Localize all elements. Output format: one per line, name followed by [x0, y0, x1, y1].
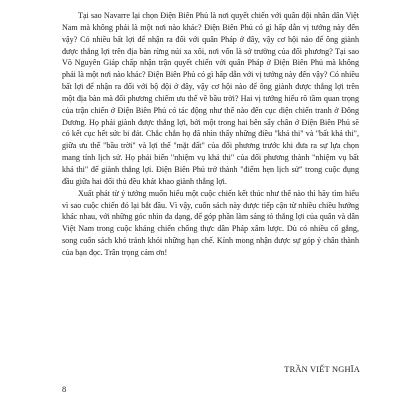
author-signature: TRẦN VIẾT NGHĨA	[284, 365, 360, 374]
page-number: 8	[62, 385, 67, 394]
paragraph-1: Tại sao Navarre lại chọn Điện Biên Phủ là nơi quyết chiến với quân đội nhân dân Việt Nam mà không phải là một nơi nào khác? Điện Biên Phủ có gì hấp dẫn vị tướng này đến vậy? Có nhiều bất lợi để nhận ra đối với quân Pháp ở đây, vậy cơ hội nào để ông giành được thắng lợi trên địa bàn rừng núi xa xôi, nơi vốn là sở trường của đối phương? Tại sao Võ Nguyên Giáp chấp nhận trận quyết chiến với quân Pháp ở Điện Biên Phủ mà không phải là một nơi nào khác? Điện Biên Phủ có gì hấp dẫn với vị tướng này đến vậy? Có nhiều bất lợi để nhận ra đối với bộ đội ở đây, vậy cơ hội nào để ông giành được thắng lợi trên một địa bàn mà đối phương chiếm ưu thế về bầu trời? Hai vị tướng hiểu rõ tầm quan trọng của trận chiến ở Điện Biên Phủ có tác động như thế nào đến cục diện chiến tranh ở Đông Dương. Họ phải giành được thắng lợi, bởi một trong hai bên sẩy chân ở Điện Biên Phủ sẽ có kết cục hết sức bi đát. Chắc chắn họ đã nhìn thấy những điều "khả thi" và "bất khả thi", giữa ưu thế "bầu trời" và lợi thế "mặt đất" của đối phương trước khi đưa ra sự lựa chọn mang tính lịch sử. Họ phải biến "nhiệm vụ khả thi" của đối phương thành "nhiệm vụ bất khả thi" để giành thắng lợi. Điện Biên Phủ trở thành "điểm hẹn lịch sử" trong cuộc đụng đầu giữa hai đối thủ đều khát khao giành thắng lợi.	[62, 11, 359, 186]
paragraph-2: Xuất phát từ ý tưởng muốn hiểu một cuộc chiến kết thúc như thế nào thì hãy tìm hiểu vì sao cuộc chiến đó lại bắt đầu. Vì vậy, cuốn sách này được tiếp cận từ nhiều chiều hướng khác nhau, với những góc nhìn đa dạng, để góp phần làm sáng tỏ thắng lợi của quân và dân Việt Nam trong cuộc kháng chiến chống thực dân Pháp xâm lược. Dù có nhiều cố gắng, song cuốn sách khó tránh khỏi những hạn chế. Kính mong nhận được sự góp ý chân thành của bạn đọc. Trân trọng cảm ơn!	[62, 188, 359, 257]
body-text	[62, 10, 359, 259]
